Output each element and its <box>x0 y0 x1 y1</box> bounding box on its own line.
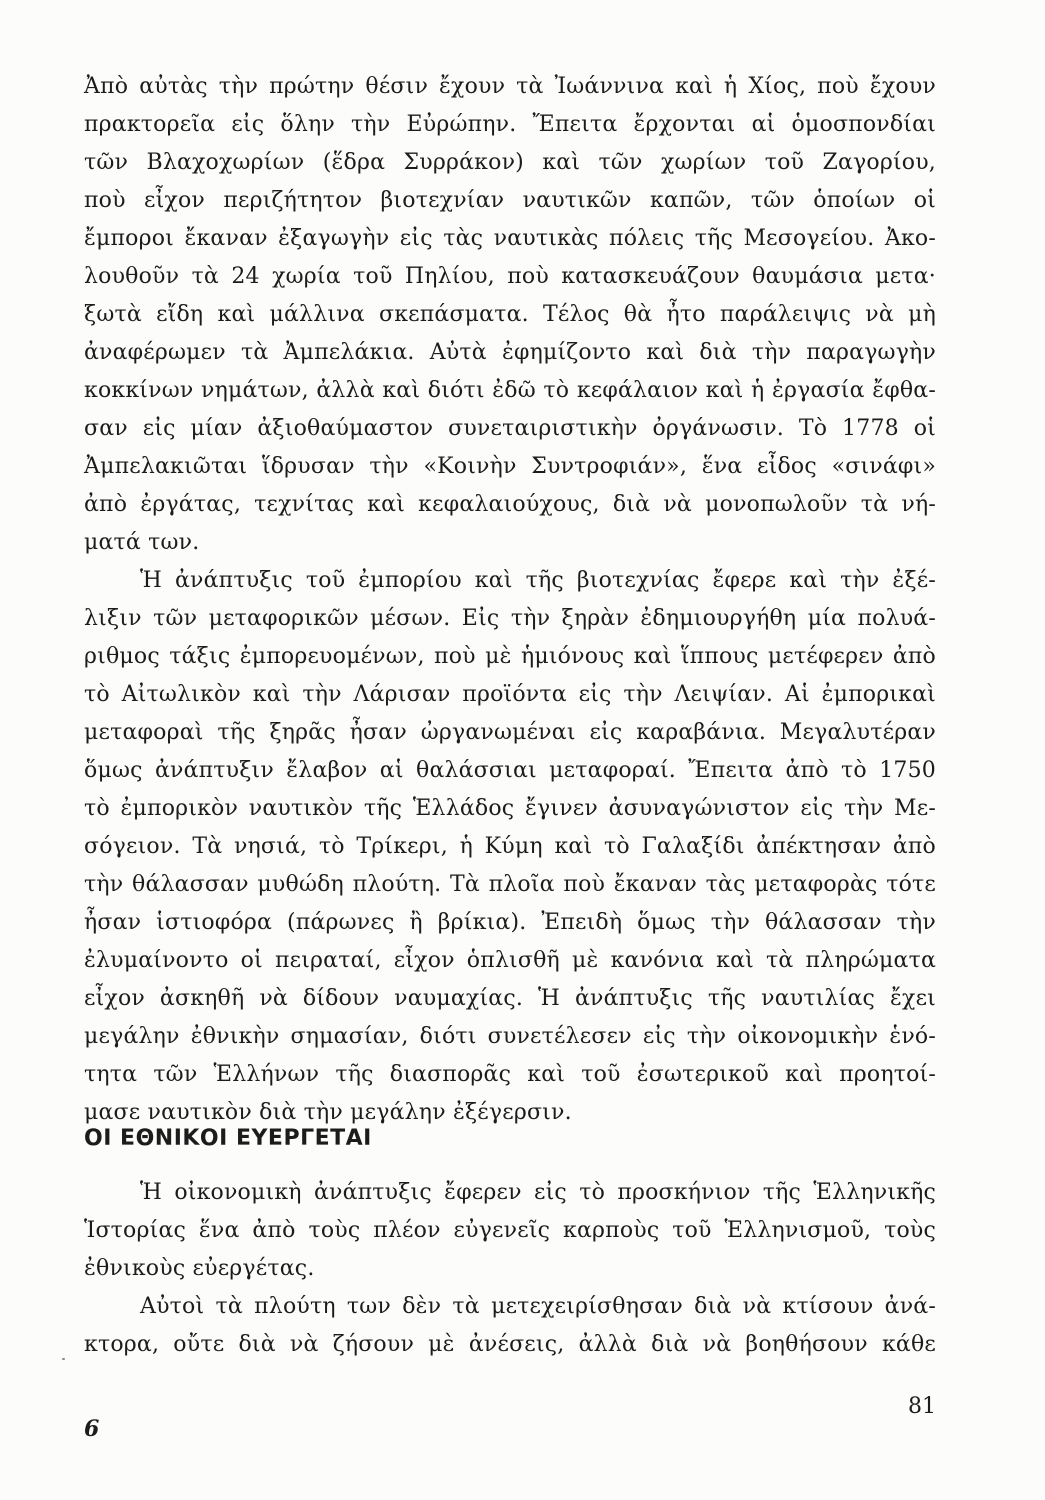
text-line: κτορα, οὔτε διὰ νὰ ζήσουν μὲ ἀνέσεις, ἀλλὰ διὰ νὰ βοηθήσουν κάθε <box>84 1332 936 1357</box>
text-line: ὅμως ἀνάπτυξιν ἔλαβον αἱ θαλάσσιαι μεταφοραί. Ἔπειτα ἀπὸ τὸ 1750 <box>84 758 936 783</box>
text-line: ἀπὸ ἐργάτας, τεχνίτας καὶ κεφαλαιούχους, διὰ νὰ μονοπωλοῦν τὰ νή- <box>84 492 936 517</box>
text-line: τὴν θάλασσαν μυθώδη πλούτη. Τὰ πλοῖα ποὺ ἔκαναν τὰς μεταφορὰς τότε <box>84 872 936 897</box>
text-line: μεγάλην ἐθνικὴν σημασίαν, διότι συνετέλεσεν εἰς τὴν οἰκονομικὴν ἑνό- <box>84 1024 936 1049</box>
text-line: σαν εἰς μίαν ἀξιοθαύμαστον συνεταιριστικὴν ὀργάνωσιν. Τὸ 1778 οἱ <box>84 416 936 441</box>
text-line: ξωτὰ εἴδη καὶ μάλλινα σκεπάσματα. Τέλος θὰ ἦτο παράλειψις νὰ μὴ <box>84 302 936 327</box>
page-number: 81 <box>908 1394 936 1419</box>
text-line: Αὐτοὶ τὰ πλούτη των δὲν τὰ μετεχειρίσθησαν διὰ νὰ κτίσουν ἀνά- <box>140 1294 936 1319</box>
text-line: εἶχον ἀσκηθῆ νὰ δίδουν ναυμαχίας. Ἡ ἀνάπτυξις τῆς ναυτιλίας ἔχει <box>84 986 936 1011</box>
text-line: Ἱστορίας ἕνα ἀπὸ τοὺς πλέον εὐγενεῖς καρποὺς τοῦ Ἑλληνισμοῦ, τοὺς <box>84 1218 936 1243</box>
text-line: ἐθνικοὺς εὐεργέτας. <box>84 1256 315 1281</box>
text-line: ριθμος τάξις ἐμπορευομένων, ποὺ μὲ ἡμιόνους καὶ ἵππους μετέφερεν ἀπὸ <box>84 644 936 669</box>
text-line: ματά των. <box>84 530 200 555</box>
text-line: τῶν Βλαχοχωρίων (ἕδρα Συρράκον) καὶ τῶν χωρίων τοῦ Ζαγορίου, <box>84 150 936 175</box>
text-line: σόγειον. Τὰ νησιά, τὸ Τρίκερι, ἡ Κύμη καὶ τὸ Γαλαξίδι ἀπέκτησαν ἀπὸ <box>84 834 936 859</box>
text-line: μασε ναυτικὸν διὰ τὴν μεγάλην ἐξέγερσιν. <box>84 1100 572 1125</box>
signature-mark: 6 <box>84 1416 100 1442</box>
text-line: τὸ ἐμπορικὸν ναυτικὸν τῆς Ἑλλάδος ἔγινεν ἀσυναγώνιστον εἰς τὴν Με- <box>84 796 936 821</box>
text-line: λιξιν τῶν μεταφορικῶν μέσων. Εἰς τὴν ξηρὰν ἐδημιουργήθη μία πολυά- <box>84 606 936 631</box>
text-line: πρακτορεῖα εἰς ὅλην τὴν Εὐρώπην. Ἔπειτα ἔρχονται αἱ ὁμοσπονδίαι <box>84 112 936 137</box>
text-line: μεταφοραὶ τῆς ξηρᾶς ἦσαν ὠργανωμέναι εἰς καραβάνια. Μεγαλυτέραν <box>84 720 936 745</box>
text-line: Ἡ ἀνάπτυξις τοῦ ἐμπορίου καὶ τῆς βιοτεχνίας ἔφερε καὶ τὴν ἐξέ- <box>140 568 936 593</box>
text-line: ἀναφέρωμεν τὰ Ἀμπελάκια. Αὐτὰ ἐφημίζοντο καὶ διὰ τὴν παραγωγὴν <box>84 340 936 365</box>
text-line: ἔμποροι ἔκαναν ἐξαγωγὴν εἰς τὰς ναυτικὰς πόλεις τῆς Μεσογείου. Ἀκο- <box>84 226 936 251</box>
text-line: λουθοῦν τὰ 24 χωρία τοῦ Πηλίου, ποὺ κατασκευάζουν θαυμάσια μετα· <box>84 264 936 289</box>
text-line: Ἀπὸ αὐτὰς τὴν πρώτην θέσιν ἔχουν τὰ Ἰωάννινα καὶ ἡ Χίος, ποὺ ἔχουν <box>84 74 936 99</box>
text-line: Ἡ οἰκονομικὴ ἀνάπτυξις ἔφερεν εἰς τὸ προσκήνιον τῆς Ἑλληνικῆς <box>140 1180 936 1205</box>
text-line: τητα τῶν Ἑλλήνων τῆς διασπορᾶς καὶ τοῦ ἐσωτερικοῦ καὶ προητοί- <box>84 1062 936 1087</box>
text-line: κοκκίνων νημάτων, ἀλλὰ καὶ διότι ἐδῶ τὸ κεφάλαιον καὶ ἡ ἐργασία ἔφθα- <box>84 378 936 403</box>
section-heading: ΟΙ ΕΘΝΙΚΟΙ ΕΥΕΡΓΕΤΑΙ <box>84 1126 372 1151</box>
text-line: ἦσαν ἱστιοφόρα (πάρωνες ἢ βρίκια). Ἐπειδὴ ὅμως τὴν θάλασσαν τὴν <box>84 910 936 935</box>
print-speck <box>62 1358 65 1360</box>
text-line: ἐλυμαίνοντο οἱ πειραταί, εἶχον ὁπλισθῆ μὲ κανόνια καὶ τὰ πληρώματα <box>84 948 936 973</box>
text-line: ποὺ εἶχον περιζήτητον βιοτεχνίαν ναυτικῶν καπῶν, τῶν ὁποίων οἱ <box>84 188 936 213</box>
text-line: τὸ Αἰτωλικὸν καὶ τὴν Λάρισαν προϊόντα εἰς τὴν Λειψίαν. Αἱ ἐμπορικαὶ <box>84 682 936 707</box>
text-line: Ἀμπελακιῶται ἵδρυσαν τὴν «Κοινὴν Συντροφιάν», ἕνα εἶδος «σινάφι» <box>84 454 936 479</box>
